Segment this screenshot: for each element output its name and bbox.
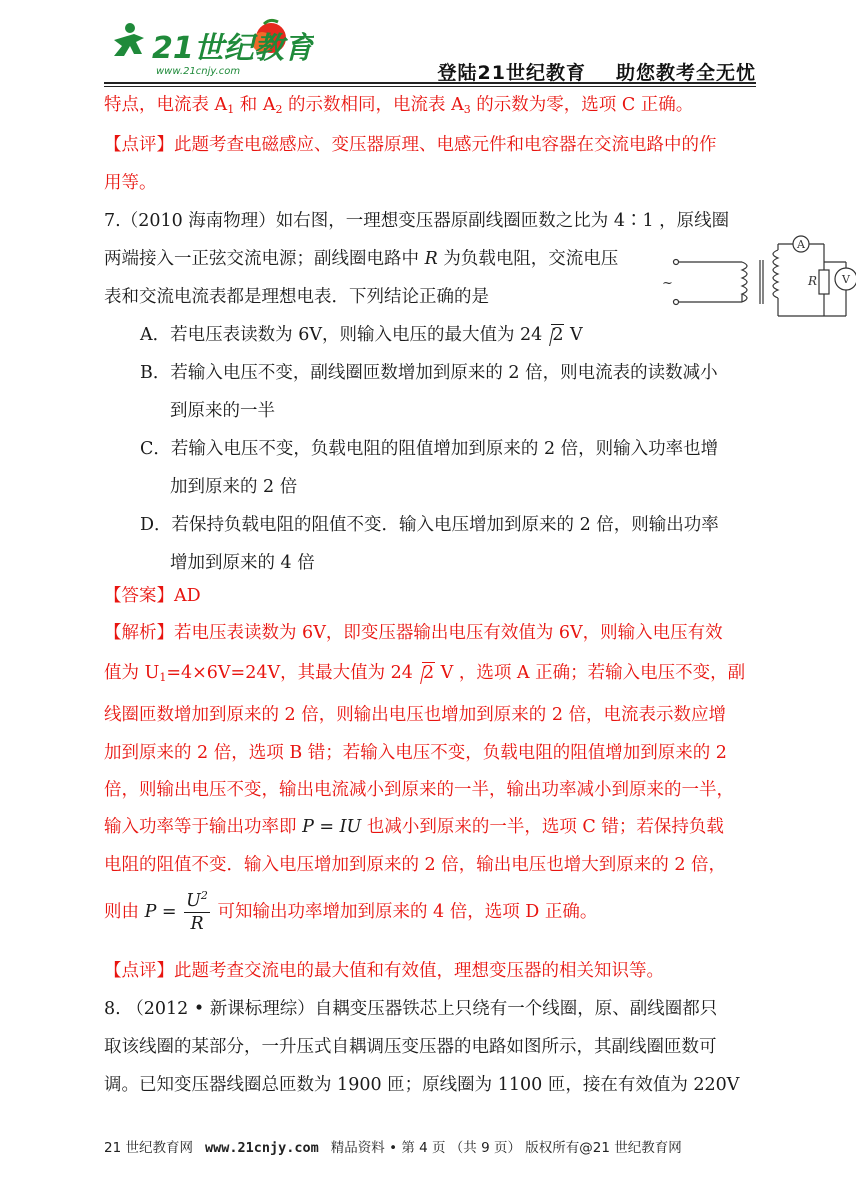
option-c: C．若输入电压不变，负载电阻的阻值增加到原来的 2 倍，则输入功率也增 bbox=[140, 439, 719, 459]
analysis-line: 【解析】若电压表读数为 6V，即变压器输出电压有效值为 6V，则输入电压有效 bbox=[104, 623, 723, 643]
question-line: 8. （2012 • 新课标理综）自耦变压器铁芯上只绕有一个线圈，原、副线圈都只 bbox=[104, 999, 718, 1019]
option-a: A．若电压表读数为 6V，则输入电压的最大值为 24 2 V bbox=[140, 322, 583, 348]
option-d-cont: 增加到原来的 4 倍 bbox=[170, 553, 315, 573]
analysis-line: 倍，则输出电压不变，输出电流减小到原来的一半，输出功率减小到原来的一半， bbox=[104, 780, 734, 800]
option-b-cont: 到原来的一半 bbox=[170, 401, 275, 421]
header-rule-thin bbox=[104, 86, 756, 87]
analysis-line: 加到原来的 2 倍，选项 B 错；若输入电压不变，负载电阻的阻值增加到原来的 2 bbox=[104, 743, 727, 763]
comment-line: 【点评】此题考查交流电的最大值和有效值，理想变压器的相关知识等。 bbox=[104, 961, 664, 981]
fraction-u2-over-r: $\frac{U^2}{R}$ bbox=[186, 889, 208, 934]
question-line: 取该线圈的某部分，一升压式自耦调压变压器的电路如图所示，其副线圈匝数可 bbox=[104, 1037, 717, 1057]
question-line: 调。已知变压器线圈总匝数为 1900 匝；原线圈为 1100 匝，接在有效值为 220V bbox=[104, 1075, 740, 1095]
question-line: 7.（2010 海南物理）如右图，一理想变压器原副线圈匝数之比为 4∶1 ，原线圈 bbox=[104, 211, 730, 231]
option-b: B．若输入电压不变，副线圈匝数增加到原来的 2 倍，则电流表的读数减小 bbox=[140, 363, 718, 383]
analysis-line: 值为 $U_1=4\times 6V=24V$，其最大值为 24 2 V ，选项 A 正确；若输入电压不变，副 bbox=[104, 660, 745, 686]
header-rule bbox=[104, 82, 756, 84]
comment-line: 用等。 bbox=[104, 173, 157, 193]
voltmeter-label: V bbox=[842, 273, 850, 286]
transformer-circuit-diagram bbox=[650, 232, 856, 324]
analysis-line: 则由 P = $\frac{U^2}{R}$ 可知输出功率增加到原来的 4 倍，选项 D 正确。 bbox=[104, 889, 598, 934]
option-c-cont: 加到原来的 2 倍 bbox=[170, 477, 298, 497]
page-header bbox=[104, 18, 756, 84]
analysis-line: 输入功率等于输出功率即 P = IU 也减小到原来的一半，选项 C 错；若保持负载 bbox=[104, 817, 724, 837]
analysis-line: 线圈匝数增加到原来的 2 倍，则输出电压也增加到原来的 2 倍，电流表示数应增 bbox=[104, 705, 727, 725]
option-d: D．若保持负载电阻的阻值不变．输入电压增加到原来的 2 倍，则输出功率 bbox=[140, 515, 719, 535]
ac-source-symbol: ~ bbox=[662, 276, 673, 291]
site-logo bbox=[104, 18, 314, 78]
header-tagline: 登陆21世纪教育 助您教考全无忧 bbox=[437, 62, 756, 84]
svg-text:21世纪教育: 21世纪教育 bbox=[152, 31, 314, 66]
comment-line: 【点评】此题考查电磁感应、变压器原理、电感元件和电容器在交流电路中的作 bbox=[104, 135, 717, 155]
svg-text:www.21cnjy.com: www.21cnjy.com bbox=[156, 66, 241, 77]
resistor-label: R bbox=[808, 274, 818, 288]
footer-url: www.21cnjy.com bbox=[204, 1140, 319, 1156]
answer-line: 【答案】AD bbox=[104, 586, 201, 606]
question-line: 两端接入一正弦交流电源；副线圈电路中 R 为负载电阻，交流电压 bbox=[104, 249, 619, 269]
page-footer: 21 世纪教育网 www.21cnjy.com 精品资料 • 第 4 页 （共 9 页） 版权所有@21 世纪教育网 bbox=[104, 1140, 682, 1156]
ammeter-label: A bbox=[797, 238, 805, 251]
analysis-line: 电阻的阻值不变．输入电压增加到原来的 2 倍，输出电压也增大到原来的 2 倍， bbox=[104, 855, 727, 875]
question-line: 表和交流电流表都是理想电表．下列结论正确的是 bbox=[104, 287, 489, 307]
text-line: 特点，电流表 $A_1$ 和 $A_2$ 的示数相同，电流表 $A_3$ 的示数为零，选项 C 正确。 bbox=[104, 95, 694, 116]
